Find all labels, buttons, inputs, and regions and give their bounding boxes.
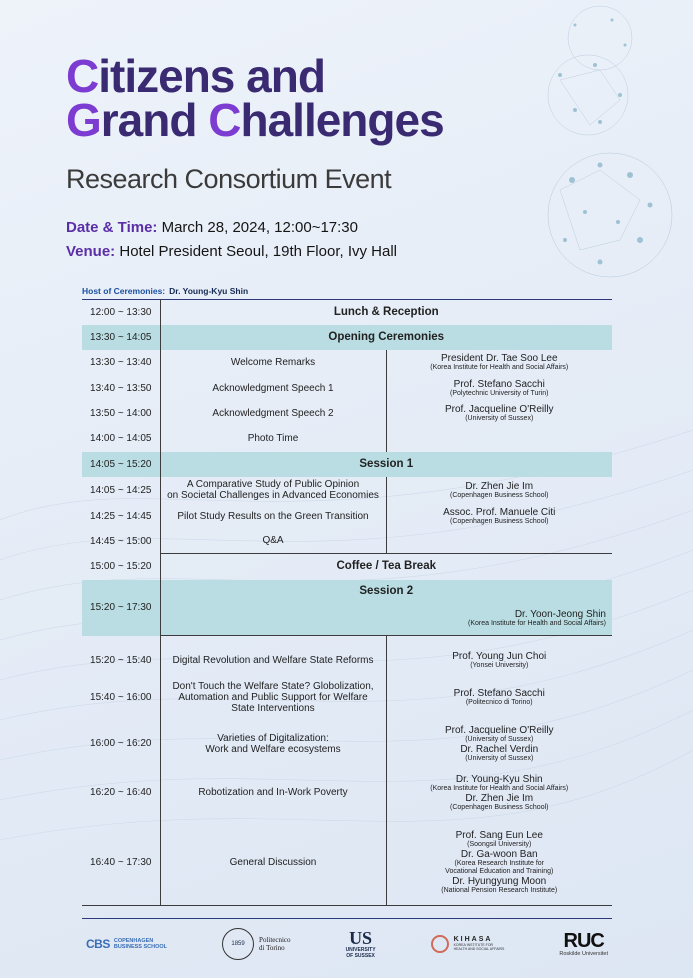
speaker-name: Dr. Rachel Verdin (460, 743, 539, 755)
venue (66, 243, 397, 260)
title-cap-c: C (66, 50, 99, 102)
speaker-affiliation: (Korea Institute for Health and Social Affairs) (430, 784, 569, 792)
venue-label: Venue: (66, 243, 116, 260)
table-row (82, 529, 612, 554)
politecnico-logo (222, 928, 291, 960)
date-time (66, 219, 358, 236)
time-cell: 13:40 ~ 13:50 (82, 376, 160, 401)
speaker-name: Dr. Hyungyung Moon (452, 875, 547, 887)
speaker-name: Dr. Zhen Jie Im (465, 792, 534, 804)
speaker-cell (386, 426, 612, 452)
speaker-cell (386, 648, 612, 674)
speaker-cell (386, 820, 612, 906)
table-row (82, 376, 612, 401)
date-time-label: Date & Time: (66, 219, 158, 236)
cbs-mark: CBS (86, 936, 110, 951)
time-cell: 16:00 ~ 16:20 (82, 722, 160, 766)
us-line: OF SUSSEX (346, 952, 375, 959)
kihasa-logo (431, 935, 505, 953)
time-cell: 15:40 ~ 16:00 (82, 674, 160, 722)
table-row (82, 350, 612, 376)
politecnico-seal-icon (222, 928, 254, 960)
table-row (82, 554, 612, 580)
time-cell (82, 636, 160, 648)
speaker-affiliation: Vocational Education and Training) (445, 867, 554, 875)
speaker-name: Prof. Young Jun Choi (452, 651, 547, 662)
kihasa-ring-icon (431, 935, 449, 953)
table-row (82, 580, 612, 636)
speaker-cell (386, 722, 612, 766)
speaker-cell (386, 401, 612, 426)
speaker-name: Prof. Jacqueline O'Reilly (444, 403, 554, 415)
title-line1: itizens and (98, 50, 325, 102)
program-line: Automation and Public Support for Welfare (178, 692, 368, 703)
time-cell: 13:30 ~ 14:05 (82, 325, 160, 350)
program-cell: Acknowledgment Speech 2 (212, 407, 334, 419)
opening-title: Opening Ceremonies (160, 325, 612, 350)
time-cell: 15:20 ~ 15:40 (82, 648, 160, 674)
speaker-cell (386, 529, 612, 554)
table-row (82, 426, 612, 452)
event-subtitle: Research Consortium Event (66, 164, 392, 194)
table-row (82, 325, 612, 350)
host-of-ceremonies (82, 286, 248, 296)
table-row (82, 820, 612, 906)
speaker-affiliation: (Soongsil University) (467, 840, 532, 848)
time-cell: 14:05 ~ 14:25 (82, 477, 160, 504)
poli-line: di Torino (259, 943, 285, 952)
program-line: Don't Touch the Welfare State? Globolization, (172, 681, 374, 692)
coffee-title: Coffee / Tea Break (160, 554, 612, 580)
speaker-cell (386, 350, 612, 376)
ruc-mark: RUC (563, 929, 604, 952)
speaker-affiliation: (Polytechnic University of Turin) (450, 389, 549, 397)
table-row (82, 722, 612, 766)
partner-logos (82, 918, 612, 962)
speaker-cell (386, 766, 612, 820)
table-row (82, 766, 612, 820)
kihasa-sub: KOREA INSTITUTE FOR (453, 943, 494, 947)
venue-value: Hotel President Seoul, 19th Floor, Ivy Hall (119, 243, 397, 260)
host-name: Dr. Young-Kyu Shin (169, 286, 249, 296)
speaker-affiliation: (Korea Institute for Health and Social Affairs) (430, 364, 569, 371)
program-cell (160, 636, 386, 648)
program-cell: Robotization and In-Work Poverty (198, 787, 348, 798)
program-cell: Welcome Remarks (230, 357, 316, 368)
speaker-name: Dr. Young-Kyu Shin (455, 773, 543, 785)
table-row (82, 300, 612, 325)
program-line: on Societal Challenges in Advanced Economies (167, 490, 379, 501)
title-line2-rest: hallenges (240, 94, 444, 146)
speaker-affiliation: (Copenhagen Business School) (450, 517, 549, 525)
ruc-sub: Roskilde Universitet (559, 950, 608, 957)
time-cell: 15:20 ~ 17:30 (82, 580, 160, 636)
table-row (82, 452, 612, 477)
title-cap-g: G (66, 94, 101, 146)
ruc-logo (559, 931, 608, 957)
program-line: A Comparative Study of Public Opinion (186, 479, 360, 490)
host-label: Host of Ceremonies: (82, 286, 166, 296)
session2-chair-affiliation: (Korea Institute for Health and Social Affairs) (468, 620, 606, 628)
speaker-cell (386, 674, 612, 722)
speaker-affiliation: (National Pension Research Institute) (441, 886, 558, 894)
program-cell (160, 722, 386, 766)
speaker-affiliation: (University of Sussex) (465, 735, 534, 743)
speaker-name: Prof. Stefano Sacchi (453, 378, 545, 390)
date-time-value: March 28, 2024, 12:00~17:30 (161, 219, 358, 236)
program-cell: Acknowledgment Speech 1 (212, 382, 334, 394)
speaker-name: Prof. Stefano Sacchi (453, 688, 545, 699)
session1-title: Session 1 (160, 452, 612, 477)
speaker-name: Prof. Sang Eun Lee (455, 829, 543, 841)
speaker-affiliation: (University of Sussex) (465, 414, 534, 422)
table-row (82, 636, 612, 648)
speaker-name: Prof. Jacqueline O'Reilly (444, 724, 554, 736)
session2-title: Session 2 (359, 585, 414, 598)
speaker-affiliation: (Copenhagen Business School) (450, 803, 549, 811)
kihasa-name: KIHASA (453, 936, 493, 943)
us-mark: US (349, 927, 373, 948)
program-cell: Q&A (262, 535, 284, 547)
title-line2-mid: rand (100, 94, 209, 146)
time-cell: 14:25 ~ 14:45 (82, 504, 160, 529)
speaker-affiliation: (Copenhagen Business School) (450, 491, 549, 499)
time-cell: 14:05 ~ 15:20 (82, 452, 160, 477)
program-cell: Pilot Study Results on the Green Transition (177, 510, 369, 522)
speaker-name: President Dr. Tae Soo Lee (440, 353, 558, 364)
cbs-line: BUSINESS SCHOOL (113, 943, 168, 950)
table-row (82, 674, 612, 722)
lunch-title: Lunch & Reception (160, 300, 612, 325)
schedule-table (82, 299, 612, 906)
table-row (82, 504, 612, 529)
poli-line: Politecnico (259, 935, 291, 944)
program-cell: Photo Time (247, 433, 299, 444)
seal-year: 1859 (231, 940, 245, 947)
speaker-cell (386, 636, 612, 648)
speaker-cell (386, 504, 612, 529)
program-cell (160, 674, 386, 722)
table-row (82, 648, 612, 674)
session2-chair: Dr. Yoon-Jeong Shin (514, 609, 606, 621)
session2-block (160, 580, 612, 636)
kihasa-sub: HEALTH AND SOCIAL AFFAIRS (453, 947, 505, 951)
speaker-affiliation: (University of Sussex) (465, 754, 534, 762)
speaker-name: Dr. Ga-woon Ban (460, 848, 538, 860)
time-cell: 14:45 ~ 15:00 (82, 529, 160, 554)
time-cell: 12:00 ~ 13:30 (82, 300, 160, 325)
cbs-logo (86, 937, 167, 951)
speaker-name: Assoc. Prof. Manuele Citi (443, 506, 556, 518)
us-line: UNIVERSITY (345, 946, 376, 953)
time-cell: 13:30 ~ 13:40 (82, 350, 160, 376)
program-cell (160, 477, 386, 504)
speaker-name: Dr. Zhen Jie Im (465, 480, 534, 492)
sussex-logo (346, 929, 376, 959)
program-cell: Digital Revolution and Welfare State Reforms (172, 655, 374, 666)
event-title (66, 50, 444, 146)
speaker-affiliation: (Politecnico di Torino) (465, 699, 533, 706)
table-row (82, 401, 612, 426)
time-cell: 16:20 ~ 16:40 (82, 766, 160, 820)
cbs-line: COPENHAGEN (113, 937, 154, 944)
program-line: Varieties of Digitalization: (217, 732, 329, 744)
time-cell: 14:00 ~ 14:05 (82, 426, 160, 452)
title-cap-c2: C (208, 94, 241, 146)
speaker-affiliation: (Yonsei University) (470, 662, 529, 669)
speaker-affiliation: (Korea Research Institute for (454, 859, 544, 867)
program-line: State Interventions (231, 703, 315, 714)
program-line: Work and Welfare ecosystems (205, 743, 341, 755)
time-cell: 13:50 ~ 14:00 (82, 401, 160, 426)
speaker-cell (386, 376, 612, 401)
time-cell: 15:00 ~ 15:20 (82, 554, 160, 580)
time-cell: 16:40 ~ 17:30 (82, 820, 160, 906)
program-cell: General Discussion (160, 820, 386, 906)
speaker-cell (386, 477, 612, 504)
table-row (82, 477, 612, 504)
